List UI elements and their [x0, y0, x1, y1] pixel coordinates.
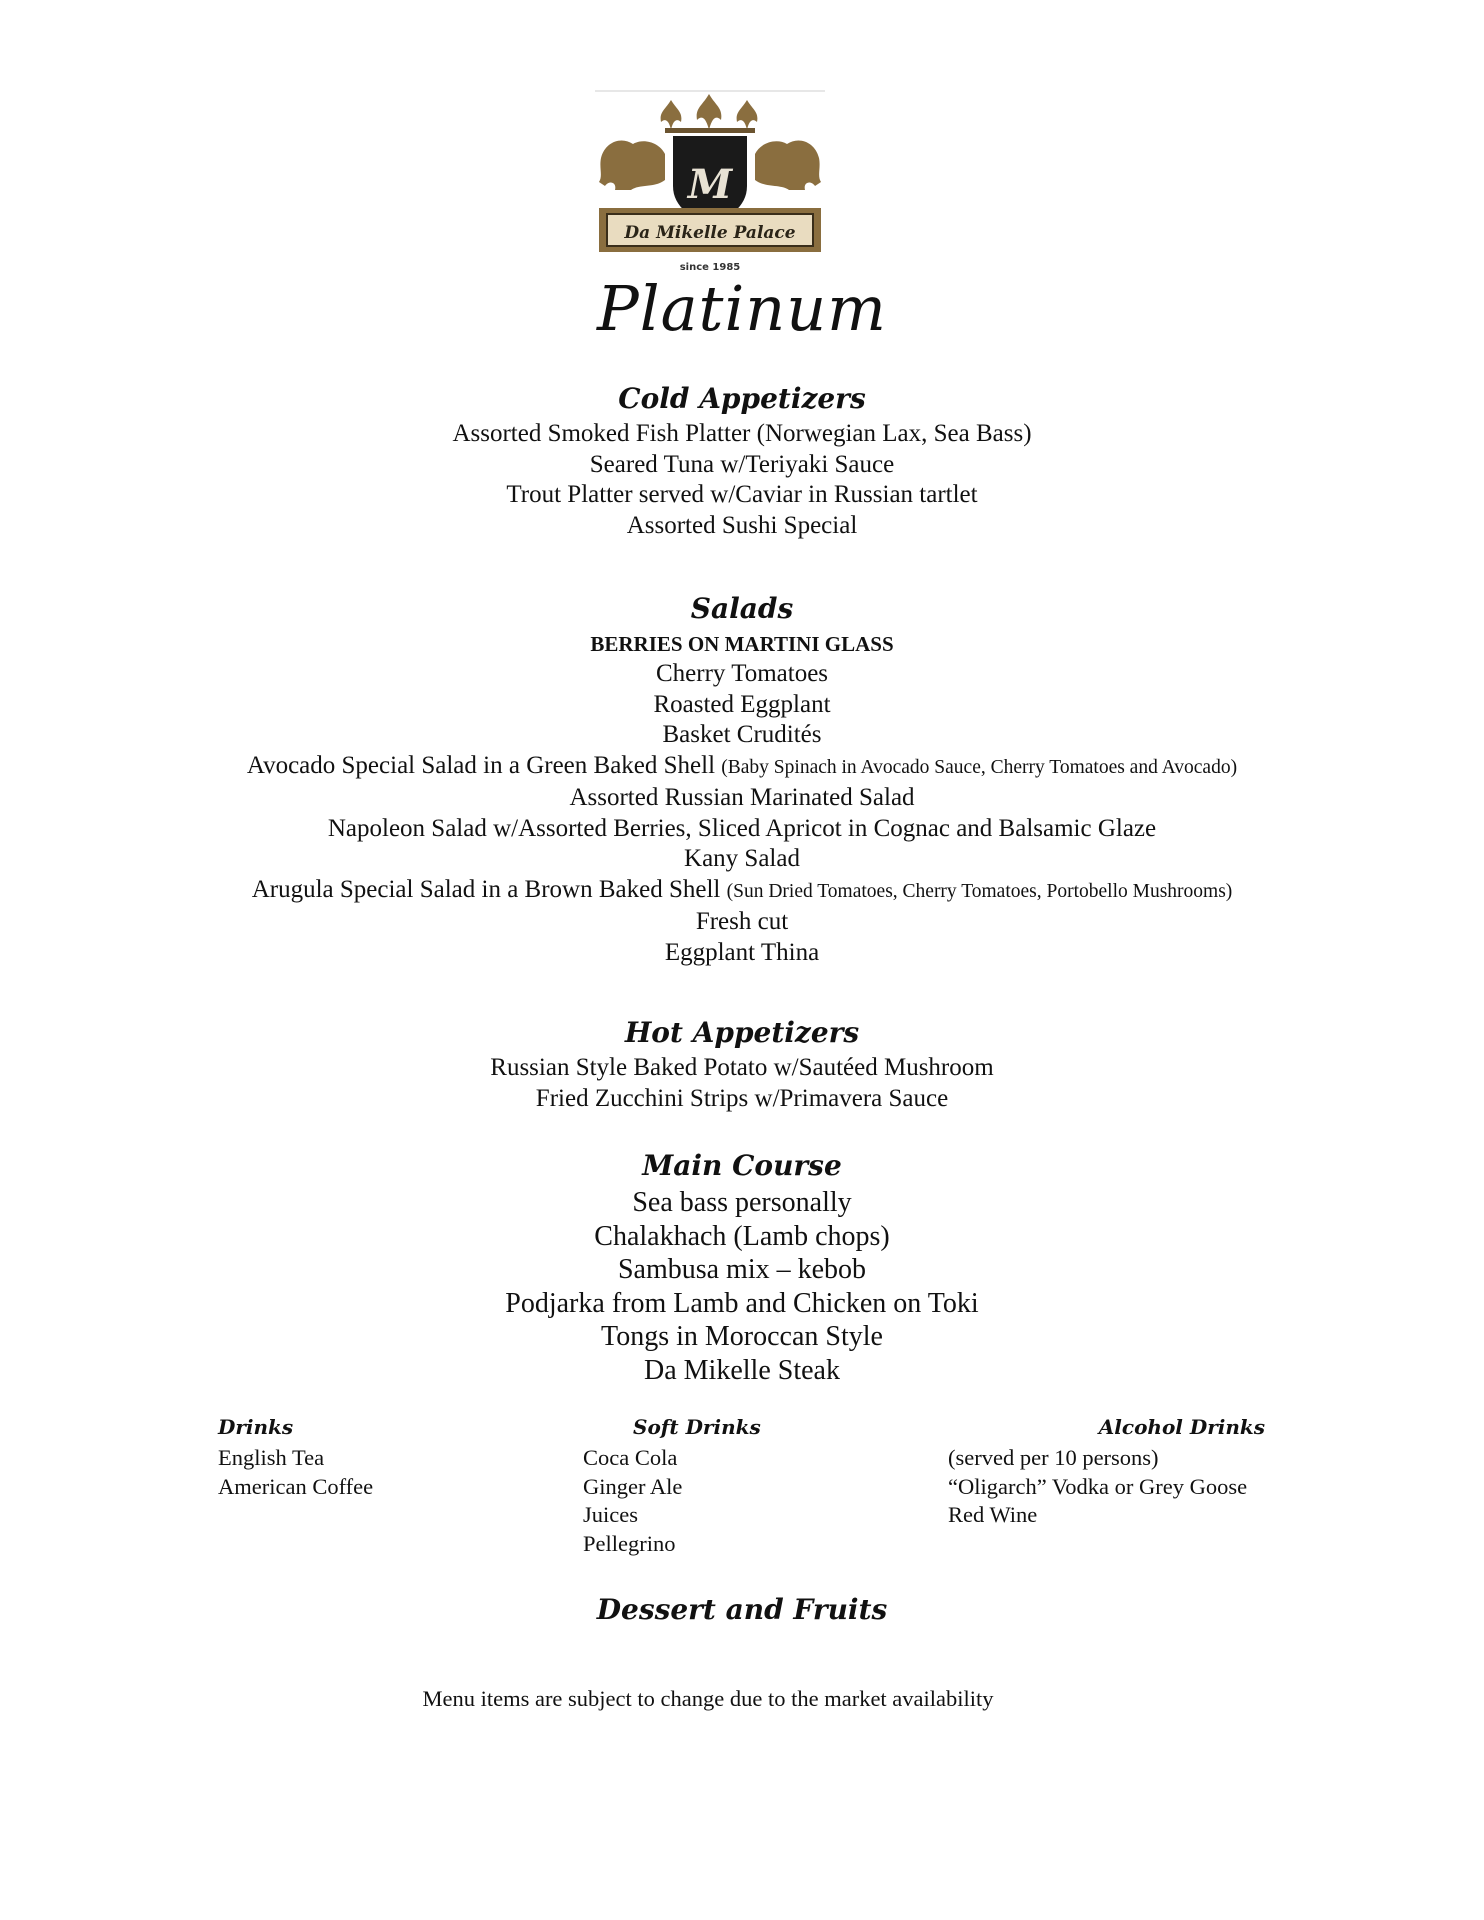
drink-item: Pellegrino	[583, 1530, 676, 1556]
drink-item: Ginger Ale	[583, 1473, 683, 1499]
drink-item: Red Wine	[948, 1502, 1038, 1527]
dessert-heading: Dessert and Fruits	[596, 1593, 888, 1626]
soft-drinks-column	[583, 1410, 883, 1558]
menu-item: Assorted Sushi Special	[626, 511, 858, 539]
cold-appetizers-section	[0, 379, 1484, 541]
drink-item: Coca Cola	[583, 1445, 678, 1470]
menu-item: Trout Platter served w/Caviar in Russian tartlet	[506, 481, 978, 508]
svg-text:Da Mikelle Palace: Da Mikelle Palace	[624, 223, 796, 243]
dessert-section	[0, 1590, 1484, 1630]
menu-item: Chalakhach (Lamb chops)	[594, 1220, 890, 1252]
salads-section	[0, 589, 1484, 968]
cold-appetizers-heading: Cold Appetizers	[618, 382, 866, 415]
menu-item: Sambusa mix – kebob	[617, 1254, 867, 1285]
drink-item: English Tea	[218, 1445, 325, 1470]
svg-text:since 1985: since 1985	[679, 262, 741, 273]
menu-item: Podjarka from Lamb and Chicken on Toki	[505, 1287, 979, 1319]
salads-heading: Salads	[690, 592, 794, 625]
menu-item: Kany Salad	[684, 845, 800, 872]
menu-item: Sea bass personally	[632, 1187, 852, 1218]
menu-item: Basket Crudités	[662, 721, 822, 748]
alcohol-drinks-column	[948, 1410, 1288, 1530]
menu-item: Avocado Special Salad in a Green Baked Shell (Baby Spinach in Avocado Sauce, Cherry Tomatoes and Avocado)	[246, 751, 1238, 779]
menu-item: Da Mikelle Steak	[644, 1354, 840, 1386]
availability-note: Menu items are subject to change due to the market availability	[422, 1686, 994, 1711]
menu-item: Assorted Russian Marinated Salad	[569, 784, 915, 811]
drinks-column	[218, 1410, 518, 1501]
menu-item: Arugula Special Salad in a Brown Baked Shell (Sun Dried Tomatoes, Cherry Tomatoes, Portobello Mushrooms)	[251, 875, 1233, 903]
menu-item: Russian Style Baked Potato w/Sautéed Mushroom	[490, 1054, 994, 1081]
soft-drinks-heading: Soft Drinks	[633, 1415, 761, 1439]
menu-item: Tongs in Moroccan Style	[601, 1321, 883, 1352]
restaurant-logo	[595, 90, 825, 275]
crest-emblem-icon	[595, 90, 825, 275]
menu-item: Assorted Smoked Fish Platter (Norwegian Lax, Sea Bass)	[452, 420, 1032, 447]
hot-appetizers-heading: Hot Appetizers	[624, 1016, 860, 1049]
alcohol-drinks-heading: Alcohol Drinks	[1098, 1415, 1265, 1439]
menu-item: Roasted Eggplant	[653, 690, 831, 718]
hot-appetizers-section	[0, 1013, 1484, 1114]
svg-text:M: M	[687, 161, 733, 208]
drink-item: “Oligarch” Vodka or Grey Goose	[948, 1473, 1248, 1499]
menu-title: Platinum	[597, 272, 887, 345]
menu-item: Fresh cut	[695, 908, 789, 935]
menu-item-note: (Sun Dried Tomatoes, Cherry Tomatoes, Portobello Mushrooms)	[726, 880, 1233, 902]
menu-item: Eggplant Thina	[664, 938, 820, 966]
drink-item: (served per 10 persons)	[948, 1445, 1159, 1470]
drink-item: Juices	[583, 1502, 638, 1527]
main-course-heading: Main Course	[642, 1149, 842, 1182]
menu-item: Napoleon Salad w/Assorted Berries, Sliced Apricot in Cognac and Balsamic Glaze	[327, 814, 1157, 842]
drink-item: American Coffee	[218, 1473, 374, 1499]
menu-item: Seared Tuna w/Teriyaki Sauce	[589, 450, 895, 478]
menu-item-note: (Baby Spinach in Avocado Sauce, Cherry Tomatoes and Avocado)	[721, 756, 1238, 778]
menu-item: Fried Zucchini Strips w/Primavera Sauce	[535, 1084, 949, 1112]
main-course-section	[0, 1146, 1484, 1387]
salads-subheading: BERRIES ON MARTINI GLASS	[590, 632, 894, 656]
drinks-heading: Drinks	[218, 1415, 294, 1439]
menu-item: Cherry Tomatoes	[655, 660, 829, 687]
